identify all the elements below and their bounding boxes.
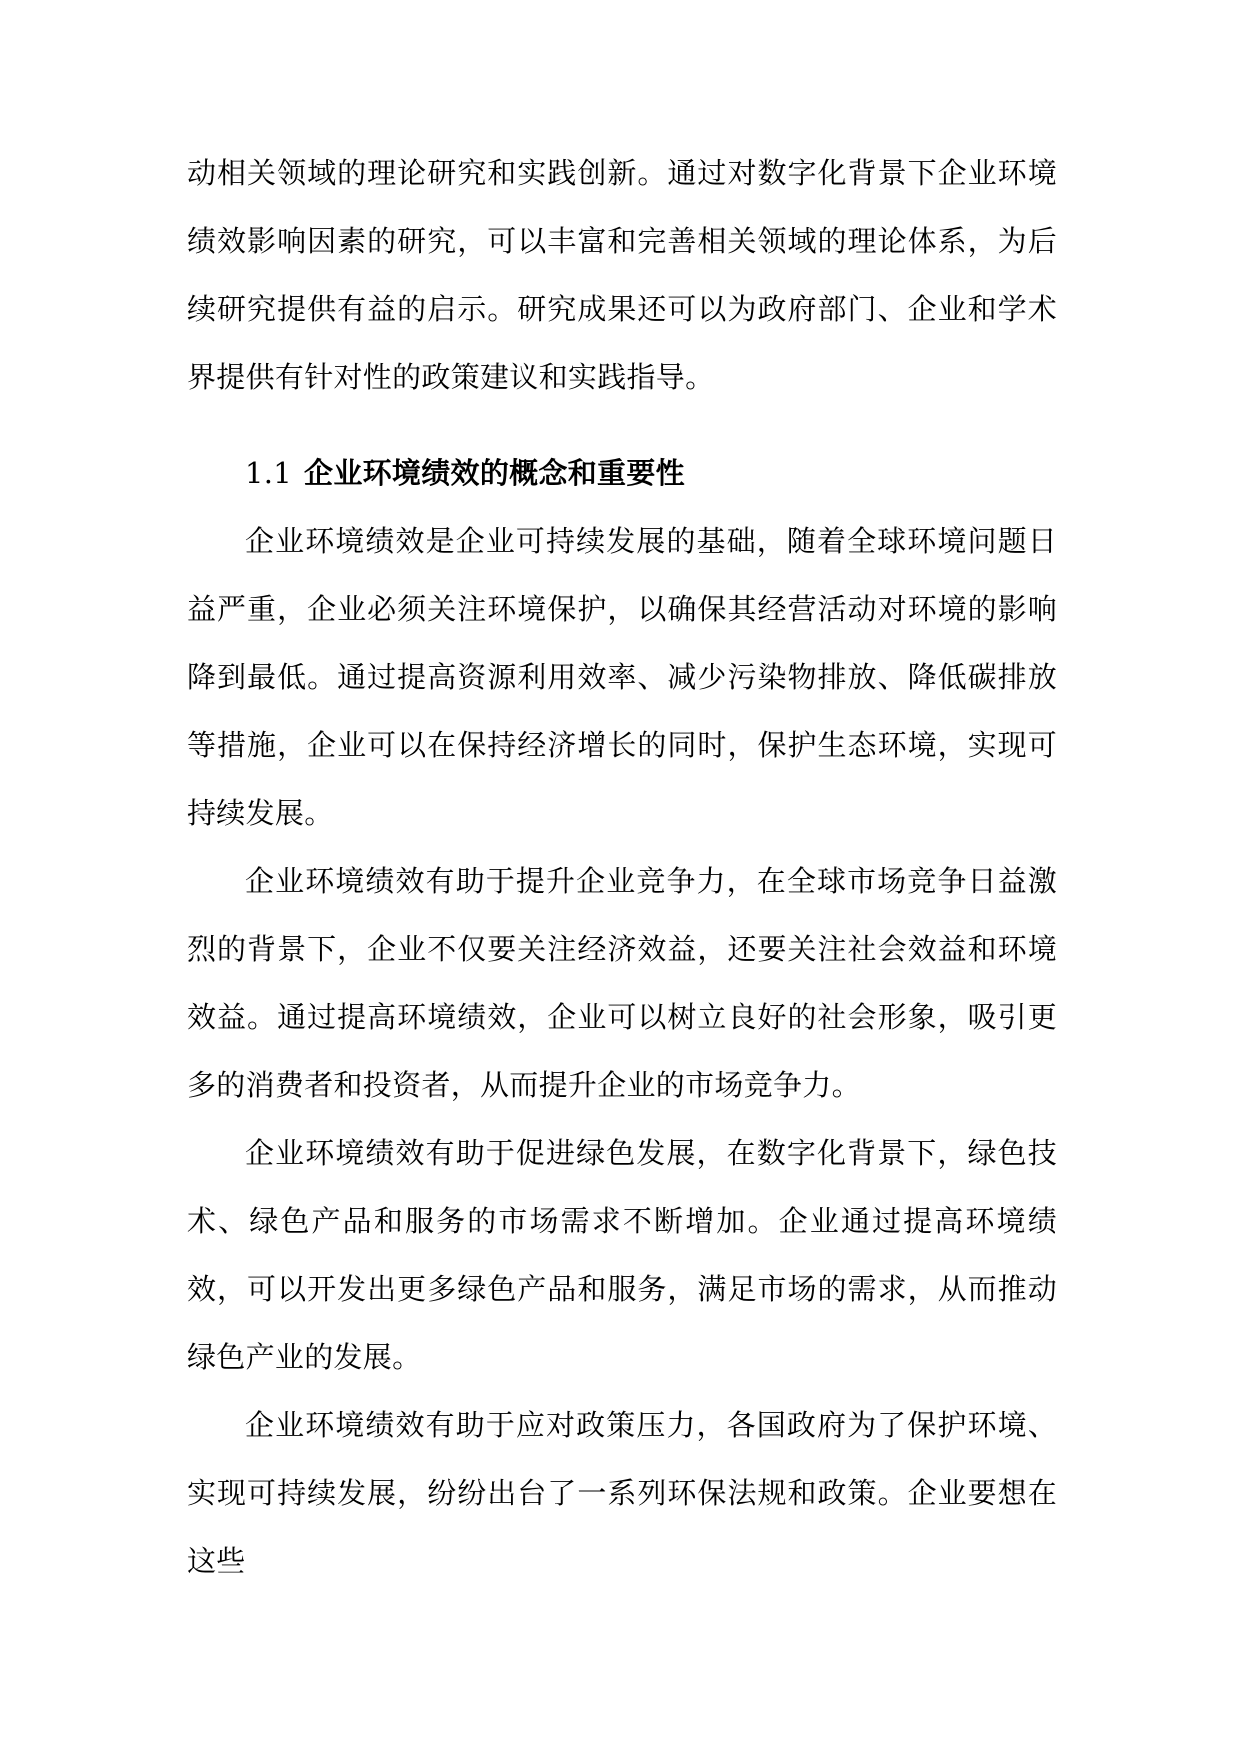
body-paragraph-2: 企业环境绩效有助于提升企业竞争力，在全球市场竞争日益激烈的背景下，企业不仅要关注经济效益，还要关注社会效益和环境效益。通过提高环境绩效，企业可以树立良好的社会形象，吸引更多的消费者和投资者，从而提升企业的市场竞争力。: [187, 864, 1057, 1102]
section-number: 1.1: [245, 456, 293, 490]
body-paragraph-4: 企业环境绩效有助于应对政策压力，各国政府为了保护环境、实现可持续发展，纷纷出台了一系列环保法规和政策。企业要想在这些: [187, 1408, 1057, 1578]
section-heading: [187, 439, 1057, 507]
intro-paragraph: 动相关领域的理论研究和实践创新。通过对数字化背景下企业环境绩效影响因素的研究，可以丰富和完善相关领域的理论体系，为后续研究提供有益的启示。研究成果还可以为政府部门、企业和学术界提供有针对性的政策建议和实践指导。: [187, 156, 1057, 394]
section-title: 企业环境绩效的概念和重要性: [304, 456, 685, 490]
body-paragraph-3: 企业环境绩效有助于促进绿色发展，在数字化背景下，绿色技术、绿色产品和服务的市场需求不断增加。企业通过提高环境绩效，可以开发出更多绿色产品和服务，满足市场的需求，从而推动绿色产业的发展。: [187, 1136, 1057, 1374]
body-paragraph-1: 企业环境绩效是企业可持续发展的基础，随着全球环境问题日益严重，企业必须关注环境保护，以确保其经营活动对环境的影响降到最低。通过提高资源利用效率、减少污染物排放、降低碳排放等措施，企业可以在保持经济增长的同时，保护生态环境，实现可持续发展。: [187, 524, 1057, 830]
document-body: [187, 139, 1057, 1595]
